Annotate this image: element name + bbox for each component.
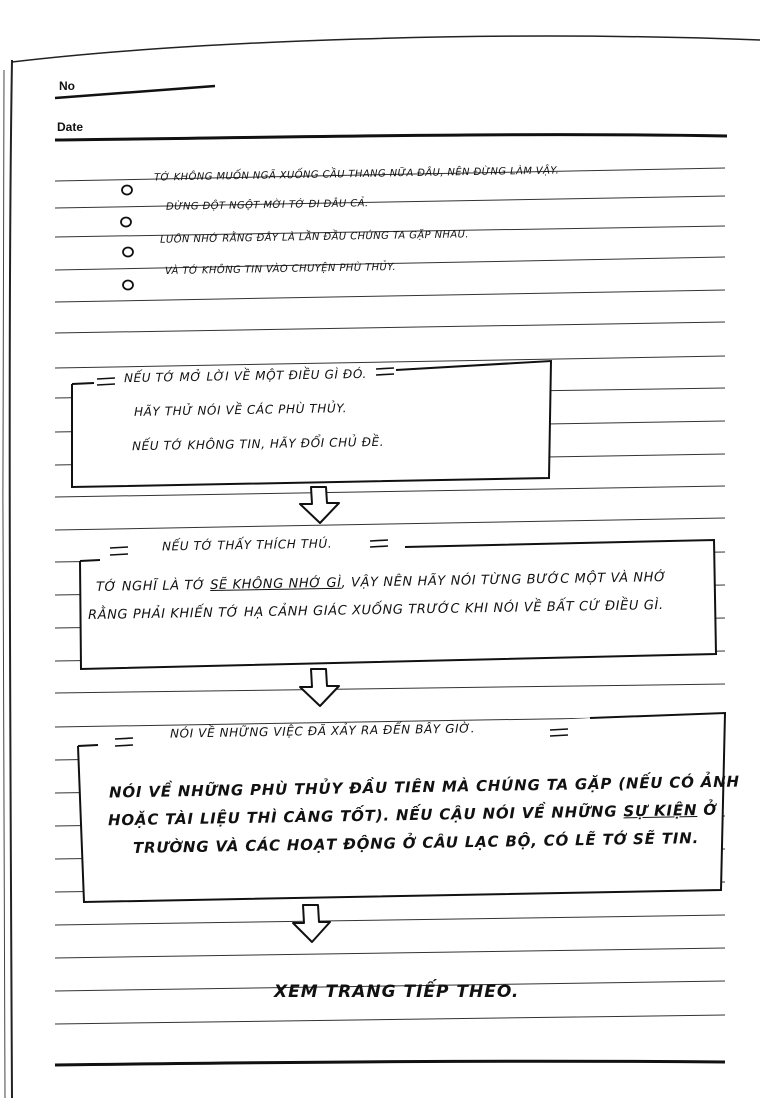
box1-line: HÃY THỬ NÓI VỀ CÁC PHÙ THỦY. bbox=[133, 401, 348, 419]
bullet-circle bbox=[123, 248, 133, 257]
box2-line: RẰNG PHẢI KHIẾN TỚ HẠ CẢNH GIÁC XUỐNG TRƯỚC KHI NÓI VỀ BẤT CỨ ĐIỀU GÌ. bbox=[87, 597, 664, 624]
box3-line: HOẶC TÀI LIỆU THÌ CÀNG TỐT). NẾU CẬU NÓI VỀ NHỮNG SỰ KIỆN Ở bbox=[107, 800, 717, 830]
box3-line: NÓI VỀ NHỮNG PHÙ THỦY ĐẦU TIÊN MÀ CHÚNG TA GẶP (NẾU CÓ ẢNH bbox=[108, 772, 740, 802]
bullet-circle bbox=[123, 281, 133, 290]
down-arrow-icon bbox=[300, 669, 339, 706]
box3-title: NÓI VỀ NHỮNG VIỆC ĐÃ XẢY RA ĐẾN BÂY GIỜ. bbox=[169, 721, 476, 741]
bullet-item: VÀ TỚ KHÔNG TIN VÀO CHUYỆN PHÙ THỦY. bbox=[164, 261, 397, 278]
bullet-item: ĐỪNG ĐỘT NGỘT MỜI TỚ ĐI ĐÂU CẢ. bbox=[165, 198, 369, 213]
bullet-circle bbox=[121, 218, 131, 227]
down-arrow-icon bbox=[293, 905, 330, 942]
box1-line: NẾU TỚ KHÔNG TIN, HÃY ĐỔI CHỦ ĐỀ. bbox=[131, 434, 385, 454]
box1-title: NẾU TỚ MỞ LỜI VỀ MỘT ĐIỀU GÌ ĐÓ. bbox=[123, 366, 367, 386]
box3-line: TRƯỜNG VÀ CÁC HOẠT ĐỘNG Ở CÂU LẠC BỘ, CÓ LẼ TỚ SẼ TIN. bbox=[132, 829, 700, 857]
box2-title: NẾU TỚ THẤY THÍCH THÚ. bbox=[161, 536, 333, 554]
date-label: Date bbox=[57, 120, 84, 134]
bullet-circle bbox=[122, 186, 132, 195]
next-page-link[interactable]: XEM TRANG TIẾP THEO. bbox=[274, 982, 520, 1002]
box2-line: TỚ NGHĨ LÀ TỚ SẼ KHÔNG NHỚ GÌ, VẬY NÊN HÃY NÓI TỪNG BƯỚC MỘT VÀ NHỚ bbox=[95, 570, 667, 595]
no-label: No bbox=[59, 79, 75, 93]
bullet-item: TỚ KHÔNG MUỐN NGÃ XUỐNG CẦU THANG NỮA ĐÂU, NÊN ĐỪNG LÀM VẬY. bbox=[153, 165, 560, 184]
bullet-item: LUÔN NHỚ RẰNG ĐÂY LÀ LẦN ĐẦU CHÚNG TA GẶP NHAU. bbox=[159, 229, 470, 246]
